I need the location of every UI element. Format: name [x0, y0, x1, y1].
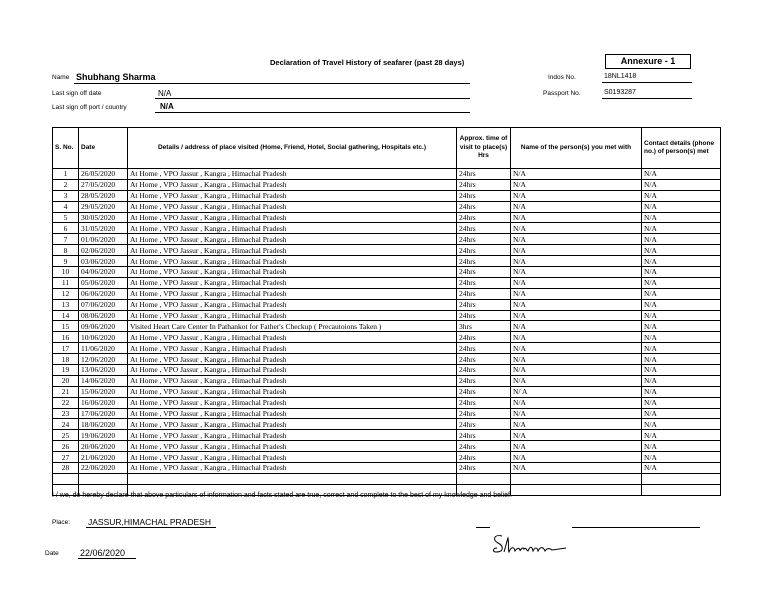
- table-row: [53, 267, 721, 278]
- cell-contact: N/A: [642, 190, 721, 201]
- cell-sno: 7: [53, 234, 79, 245]
- cell-persons: N/A: [511, 277, 642, 288]
- indos-label: Indos No.: [548, 74, 576, 81]
- cell-empty: [457, 473, 511, 484]
- cell-sno: 14: [53, 310, 79, 321]
- passport-value: S0193287: [604, 89, 636, 96]
- cell-sno: 23: [53, 408, 79, 419]
- place-underline: [86, 527, 216, 528]
- cell-date: 01/06/2020: [79, 234, 128, 245]
- cell-details: At Home , VPO Jassur , Kangra , Himachal Pradesh: [128, 245, 457, 256]
- cell-empty: [511, 473, 642, 484]
- last-signoff-port-value: N/A: [160, 102, 174, 111]
- header-time: Approx. time of visit to place(s) Hrs: [457, 128, 511, 169]
- cell-time: 24hrs: [457, 234, 511, 245]
- cell-date: 26/05/2020: [79, 169, 128, 180]
- cell-sno: 24: [53, 419, 79, 430]
- cell-date: 19/06/2020: [79, 430, 128, 441]
- table-row: [53, 354, 721, 365]
- declaration-text: I / we, do hereby declare that above particulars of information and facts stated are true, correct and complete to the best of my knowledge and belief.: [52, 492, 512, 499]
- cell-time: 24hrs: [457, 277, 511, 288]
- cell-date: 15/06/2020: [79, 386, 128, 397]
- cell-contact: N/A: [642, 441, 721, 452]
- table-row: [53, 310, 721, 321]
- cell-date: 21/06/2020: [79, 452, 128, 463]
- table-row: [53, 169, 721, 180]
- passport-underline: [602, 98, 692, 99]
- name-underline: [74, 83, 470, 84]
- cell-date: 28/05/2020: [79, 190, 128, 201]
- cell-persons: N/A: [511, 256, 642, 267]
- cell-sno: 10: [53, 267, 79, 278]
- last-signoff-date-underline: [155, 98, 470, 99]
- cell-contact: N/A: [642, 201, 721, 212]
- cell-sno: 4: [53, 201, 79, 212]
- cell-contact: N/A: [642, 277, 721, 288]
- cell-persons: N/A: [511, 463, 642, 474]
- cell-contact: N/A: [642, 169, 721, 180]
- cell-contact: N/A: [642, 234, 721, 245]
- cell-time: 3hrs: [457, 321, 511, 332]
- cell-persons: N/A: [511, 441, 642, 452]
- cell-contact: N/A: [642, 179, 721, 190]
- cell-details: At Home , VPO Jassur , Kangra , Himachal Pradesh: [128, 201, 457, 212]
- date-label: Date: [45, 550, 59, 557]
- table-row: [53, 343, 721, 354]
- cell-time: 24hrs: [457, 375, 511, 386]
- annexure-box: Annexure - 1: [605, 54, 691, 69]
- cell-time: 24hrs: [457, 190, 511, 201]
- cell-date: 17/06/2020: [79, 408, 128, 419]
- cell-contact: N/A: [642, 299, 721, 310]
- cell-contact: N/A: [642, 223, 721, 234]
- cell-date: 16/06/2020: [79, 397, 128, 408]
- cell-sno: 11: [53, 277, 79, 288]
- cell-details: At Home , VPO Jassur , Kangra , Himachal Pradesh: [128, 343, 457, 354]
- cell-sno: 3: [53, 190, 79, 201]
- cell-time: 24hrs: [457, 201, 511, 212]
- cell-details: At Home , VPO Jassur , Kangra , Himachal Pradesh: [128, 375, 457, 386]
- cell-details: At Home , VPO Jassur , Kangra , Himachal Pradesh: [128, 212, 457, 223]
- cell-persons: N/A: [511, 430, 642, 441]
- cell-details: At Home , VPO Jassur , Kangra , Himachal Pradesh: [128, 452, 457, 463]
- document-title: Declaration of Travel History of seafarer (past 28 days): [270, 58, 465, 67]
- cell-sno: 17: [53, 343, 79, 354]
- cell-time: 24hrs: [457, 397, 511, 408]
- cell-details: At Home , VPO Jassur , Kangra , Himachal Pradesh: [128, 397, 457, 408]
- cell-time: 24hrs: [457, 419, 511, 430]
- cell-details: At Home , VPO Jassur , Kangra , Himachal Pradesh: [128, 332, 457, 343]
- cell-date: 03/06/2020: [79, 256, 128, 267]
- cell-persons: N/A: [511, 190, 642, 201]
- table-row: [53, 332, 721, 343]
- cell-date: 27/05/2020: [79, 179, 128, 190]
- cell-persons: N/A: [511, 419, 642, 430]
- cell-details: At Home , VPO Jassur , Kangra , Himachal Pradesh: [128, 299, 457, 310]
- header-sno: S. No.: [53, 128, 79, 169]
- cell-details: At Home , VPO Jassur , Kangra , Himachal Pradesh: [128, 256, 457, 267]
- cell-date: 02/06/2020: [79, 245, 128, 256]
- indos-value: 18NL1418: [604, 73, 637, 80]
- last-signoff-port-underline: [155, 112, 470, 113]
- table-row: [53, 277, 721, 288]
- cell-persons: N/A: [511, 375, 642, 386]
- cell-contact: N/A: [642, 267, 721, 278]
- cell-details: At Home , VPO Jassur , Kangra , Himachal Pradesh: [128, 223, 457, 234]
- cell-empty: [53, 473, 79, 484]
- cell-contact: N/A: [642, 386, 721, 397]
- cell-time: 24hrs: [457, 169, 511, 180]
- cell-date: 08/06/2020: [79, 310, 128, 321]
- cell-contact: N/A: [642, 408, 721, 419]
- cell-date: 11/06/2020: [79, 343, 128, 354]
- cell-contact: N/A: [642, 463, 721, 474]
- cell-contact: N/A: [642, 288, 721, 299]
- cell-time: 24hrs: [457, 267, 511, 278]
- cell-date: 31/05/2020: [79, 223, 128, 234]
- cell-persons: N/A: [511, 332, 642, 343]
- cell-details: At Home , VPO Jassur , Kangra , Himachal Pradesh: [128, 190, 457, 201]
- cell-time: 24hrs: [457, 365, 511, 376]
- table-row: [53, 234, 721, 245]
- cell-empty: [511, 484, 642, 495]
- table-row: [53, 430, 721, 441]
- last-signoff-port-label: Last sign off port / country: [52, 104, 127, 111]
- cell-date: 09/06/2020: [79, 321, 128, 332]
- cell-sno: 5: [53, 212, 79, 223]
- cell-date: 18/06/2020: [79, 419, 128, 430]
- cell-date: 13/06/2020: [79, 365, 128, 376]
- cell-persons: N/A: [511, 354, 642, 365]
- cell-date: 06/06/2020: [79, 288, 128, 299]
- passport-label: Passport No.: [543, 90, 581, 97]
- header-contact: Contact details (phone no.) of person(s) met: [642, 128, 721, 169]
- cell-date: 10/06/2020: [79, 332, 128, 343]
- table-header-row: [53, 128, 721, 169]
- cell-details: At Home , VPO Jassur , Kangra , Himachal Pradesh: [128, 277, 457, 288]
- cell-details: At Home , VPO Jassur , Kangra , Himachal Pradesh: [128, 365, 457, 376]
- cell-persons: N/A: [511, 179, 642, 190]
- cell-contact: N/A: [642, 375, 721, 386]
- cell-contact: N/A: [642, 332, 721, 343]
- cell-persons: N/A: [511, 245, 642, 256]
- signature-image: [490, 530, 570, 560]
- cell-details: At Home , VPO Jassur , Kangra , Himachal Pradesh: [128, 179, 457, 190]
- cell-details: At Home , VPO Jassur , Kangra , Himachal Pradesh: [128, 430, 457, 441]
- cell-details: At Home , VPO Jassur , Kangra , Himachal Pradesh: [128, 354, 457, 365]
- cell-sno: 19: [53, 365, 79, 376]
- cell-details: At Home , VPO Jassur , Kangra , Himachal Pradesh: [128, 310, 457, 321]
- last-signoff-date-value: N/A: [158, 89, 172, 98]
- cell-persons: N/A: [511, 365, 642, 376]
- cell-persons: N/A: [511, 452, 642, 463]
- cell-date: 07/06/2020: [79, 299, 128, 310]
- table-row: [53, 419, 721, 430]
- signature-line-left: [476, 527, 490, 528]
- cell-time: 24hrs: [457, 332, 511, 343]
- cell-details: At Home , VPO Jassur , Kangra , Himachal Pradesh: [128, 419, 457, 430]
- date-underline: [78, 558, 136, 559]
- cell-time: 24hrs: [457, 452, 511, 463]
- table-row: [53, 463, 721, 474]
- table-row: [53, 386, 721, 397]
- cell-sno: 2: [53, 179, 79, 190]
- cell-date: 05/06/2020: [79, 277, 128, 288]
- cell-empty: [642, 484, 721, 495]
- cell-contact: N/A: [642, 419, 721, 430]
- cell-persons: N/A: [511, 267, 642, 278]
- cell-time: 24hrs: [457, 256, 511, 267]
- table-row: [53, 245, 721, 256]
- table-row: [53, 212, 721, 223]
- cell-details: At Home , VPO Jassur , Kangra , Himachal Pradesh: [128, 386, 457, 397]
- cell-persons: N/A: [511, 169, 642, 180]
- cell-date: 14/06/2020: [79, 375, 128, 386]
- cell-sno: 22: [53, 397, 79, 408]
- cell-persons: N/A: [511, 310, 642, 321]
- cell-contact: N/A: [642, 245, 721, 256]
- travel-history-table: [52, 127, 721, 496]
- cell-persons: N/A: [511, 234, 642, 245]
- cell-time: 24hrs: [457, 288, 511, 299]
- cell-persons: N/ A: [511, 386, 642, 397]
- cell-contact: N/A: [642, 321, 721, 332]
- cell-date: 04/06/2020: [79, 267, 128, 278]
- cell-empty: [128, 473, 457, 484]
- table-row: [53, 201, 721, 212]
- cell-time: 24hrs: [457, 212, 511, 223]
- place-label: Place:: [52, 519, 71, 526]
- table-row: [53, 190, 721, 201]
- cell-date: 22/06/2020: [79, 463, 128, 474]
- table-body: [53, 169, 721, 496]
- table-row: [53, 375, 721, 386]
- cell-persons: N/A: [511, 321, 642, 332]
- header-persons: Name of the person(s) you met with: [511, 128, 642, 169]
- last-signoff-date-label: Last sign off date: [52, 90, 102, 97]
- cell-persons: N/A: [511, 223, 642, 234]
- cell-persons: N/A: [511, 288, 642, 299]
- cell-sno: 25: [53, 430, 79, 441]
- cell-time: 24hrs: [457, 430, 511, 441]
- cell-time: 24hrs: [457, 441, 511, 452]
- cell-details: At Home , VPO Jassur , Kangra , Himachal Pradesh: [128, 463, 457, 474]
- table-row: [53, 223, 721, 234]
- cell-time: 24hrs: [457, 354, 511, 365]
- cell-details: Visited Heart Care Center In Pathankot for Father's Checkup ( Precautoions Taken ): [128, 321, 457, 332]
- name-value: Shubhang Sharma: [76, 72, 156, 82]
- cell-sno: 12: [53, 288, 79, 299]
- table-row-empty: [53, 473, 721, 484]
- cell-persons: N/A: [511, 397, 642, 408]
- cell-contact: N/A: [642, 310, 721, 321]
- cell-details: At Home , VPO Jassur , Kangra , Himachal Pradesh: [128, 267, 457, 278]
- table-row: [53, 397, 721, 408]
- cell-date: 20/06/2020: [79, 441, 128, 452]
- cell-contact: N/A: [642, 430, 721, 441]
- cell-details: At Home , VPO Jassur , Kangra , Himachal Pradesh: [128, 408, 457, 419]
- signature-line-right: [572, 527, 700, 528]
- cell-empty: [79, 473, 128, 484]
- indos-underline: [602, 82, 692, 83]
- table-row: [53, 321, 721, 332]
- cell-persons: N/A: [511, 201, 642, 212]
- cell-contact: N/A: [642, 212, 721, 223]
- cell-sno: 1: [53, 169, 79, 180]
- cell-sno: 21: [53, 386, 79, 397]
- cell-contact: N/A: [642, 452, 721, 463]
- cell-time: 24hrs: [457, 408, 511, 419]
- cell-contact: N/A: [642, 256, 721, 267]
- table-row: [53, 365, 721, 376]
- cell-time: 24hrs: [457, 463, 511, 474]
- cell-details: At Home , VPO Jassur , Kangra , Himachal Pradesh: [128, 441, 457, 452]
- table-row: [53, 441, 721, 452]
- cell-time: 24hrs: [457, 223, 511, 234]
- date-value: 22/06/2020: [80, 548, 126, 558]
- table-row: [53, 256, 721, 267]
- cell-sno: 15: [53, 321, 79, 332]
- cell-sno: 9: [53, 256, 79, 267]
- table-row: [53, 452, 721, 463]
- cell-date: 12/06/2020: [79, 354, 128, 365]
- cell-details: At Home , VPO Jassur , Kangra , Himachal Pradesh: [128, 234, 457, 245]
- table-row: [53, 288, 721, 299]
- header-details: Details / address of place visited (Home, Friend, Hotel, Social gathering, Hospitals etc.): [128, 128, 457, 169]
- cell-empty: [642, 473, 721, 484]
- cell-sno: 13: [53, 299, 79, 310]
- table-row: [53, 408, 721, 419]
- cell-sno: 20: [53, 375, 79, 386]
- cell-time: 24hrs: [457, 245, 511, 256]
- cell-sno: 8: [53, 245, 79, 256]
- cell-date: 30/05/2020: [79, 212, 128, 223]
- place-value: JASSUR,HIMACHAL PRADESH: [88, 517, 211, 527]
- cell-contact: N/A: [642, 343, 721, 354]
- table-row: [53, 179, 721, 190]
- cell-time: 24hrs: [457, 299, 511, 310]
- cell-sno: 18: [53, 354, 79, 365]
- cell-sno: 6: [53, 223, 79, 234]
- cell-details: At Home , VPO Jassur , Kangra , Himachal Pradesh: [128, 169, 457, 180]
- cell-sno: 27: [53, 452, 79, 463]
- cell-sno: 26: [53, 441, 79, 452]
- cell-contact: N/A: [642, 365, 721, 376]
- cell-sno: 16: [53, 332, 79, 343]
- cell-persons: N/A: [511, 212, 642, 223]
- cell-time: 24hrs: [457, 310, 511, 321]
- cell-time: 24hrs: [457, 179, 511, 190]
- cell-date: 29/05/2020: [79, 201, 128, 212]
- name-label: Name: [52, 74, 70, 81]
- cell-time: 24hrs: [457, 386, 511, 397]
- cell-contact: N/A: [642, 397, 721, 408]
- cell-contact: N/A: [642, 354, 721, 365]
- cell-persons: N/A: [511, 299, 642, 310]
- cell-sno: 28: [53, 463, 79, 474]
- table-row: [53, 299, 721, 310]
- cell-persons: N/A: [511, 408, 642, 419]
- cell-persons: N/A: [511, 343, 642, 354]
- header-date: Date: [79, 128, 128, 169]
- cell-details: At Home , VPO Jassur , Kangra , Himachal Pradesh: [128, 288, 457, 299]
- cell-time: 24hrs: [457, 343, 511, 354]
